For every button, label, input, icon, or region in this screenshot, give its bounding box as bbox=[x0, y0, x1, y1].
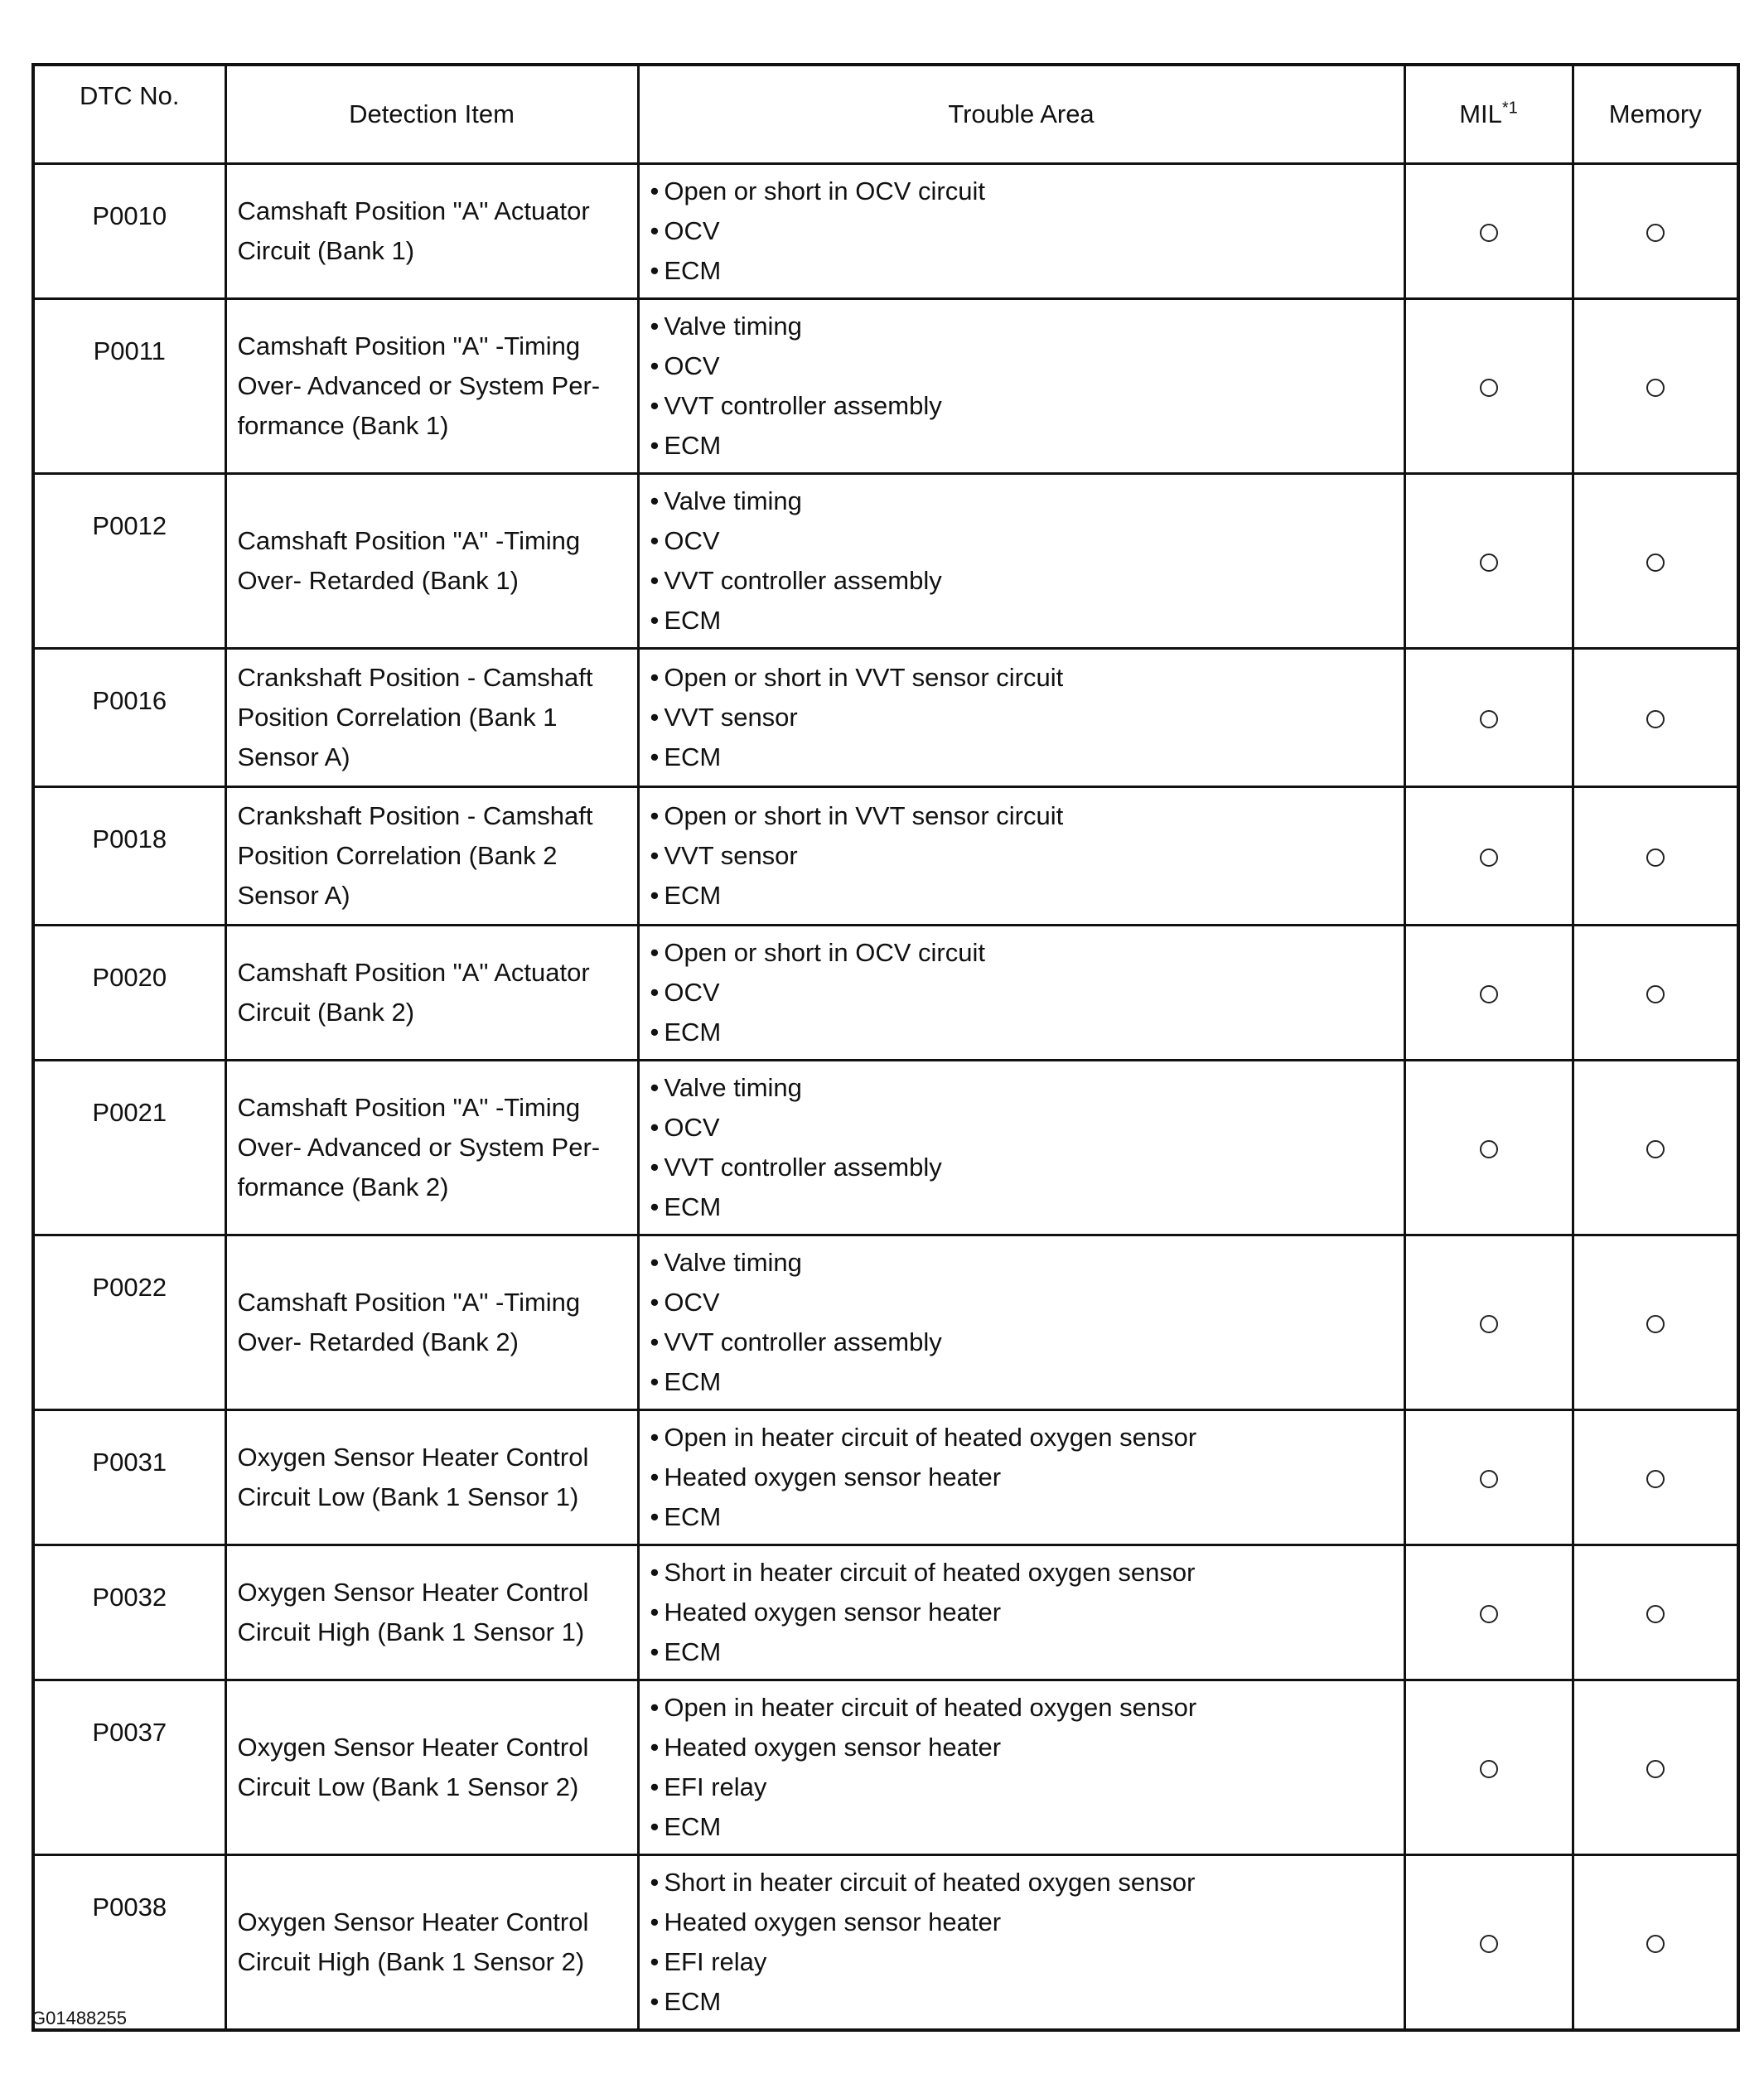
trouble-area-item: • Open or short in VVT sensor circuit bbox=[650, 658, 1397, 698]
table-body bbox=[33, 164, 1738, 2031]
trouble-area-cell bbox=[638, 164, 1404, 299]
circle-mark-icon bbox=[1480, 710, 1498, 728]
trouble-area-item: • Heated oxygen sensor heater bbox=[650, 1458, 1397, 1497]
circle-mark-icon bbox=[1480, 224, 1498, 242]
mil-cell bbox=[1404, 787, 1573, 926]
trouble-area-item: • Heated oxygen sensor heater bbox=[650, 1593, 1397, 1632]
dtc-table bbox=[31, 63, 1740, 2032]
circle-mark-icon bbox=[1480, 985, 1498, 1003]
header-dtc-no: DTC No. bbox=[33, 65, 225, 164]
detection-item-line: Circuit Low (Bank 1 Sensor 1) bbox=[237, 1482, 579, 1511]
circle-mark-icon bbox=[1646, 1760, 1665, 1778]
trouble-area-cell bbox=[638, 1235, 1404, 1410]
trouble-area-list bbox=[650, 933, 1397, 1052]
detection-item-line: Circuit High (Bank 1 Sensor 2) bbox=[237, 1947, 585, 1976]
circle-mark-icon bbox=[1646, 1605, 1665, 1623]
dtc-code: P0032 bbox=[92, 1583, 167, 1612]
trouble-area-item: • ECM bbox=[650, 737, 1397, 777]
detection-item-line: Over- Retarded (Bank 1) bbox=[237, 566, 519, 595]
memory-cell bbox=[1573, 1061, 1738, 1235]
header-mil-label: MIL bbox=[1459, 99, 1502, 128]
trouble-area-cell bbox=[638, 926, 1404, 1061]
detection-item-cell bbox=[225, 1061, 638, 1235]
dtc-code: P0022 bbox=[92, 1273, 167, 1302]
trouble-area-list bbox=[650, 658, 1397, 777]
trouble-area-item: • ECM bbox=[650, 1807, 1397, 1847]
dtc-cell bbox=[33, 926, 225, 1061]
dtc-cell bbox=[33, 164, 225, 299]
trouble-area-item: • ECM bbox=[650, 876, 1397, 916]
header-detection-item: Detection Item bbox=[225, 65, 638, 164]
circle-mark-icon bbox=[1646, 554, 1665, 572]
trouble-area-item: • Open or short in VVT sensor circuit bbox=[650, 796, 1397, 836]
trouble-area-item: • Short in heater circuit of heated oxygen sensor bbox=[650, 1863, 1397, 1902]
trouble-area-item: • VVT controller assembly bbox=[650, 561, 1397, 601]
trouble-area-item: • OCV bbox=[650, 1283, 1397, 1322]
trouble-area-item: • EFI relay bbox=[650, 1942, 1397, 1982]
memory-cell bbox=[1573, 1235, 1738, 1410]
trouble-area-cell bbox=[638, 1680, 1404, 1855]
trouble-area-item: • Open or short in OCV circuit bbox=[650, 933, 1397, 973]
header-trouble-area: Trouble Area bbox=[638, 65, 1404, 164]
detection-item-line: Oxygen Sensor Heater Control bbox=[237, 1578, 589, 1607]
table-header bbox=[33, 65, 1738, 164]
trouble-area-list bbox=[650, 172, 1397, 291]
circle-mark-icon bbox=[1646, 710, 1665, 728]
mil-cell bbox=[1404, 1061, 1573, 1235]
detection-item-cell bbox=[225, 1235, 638, 1410]
dtc-code: P0038 bbox=[92, 1893, 167, 1922]
trouble-area-cell bbox=[638, 1061, 1404, 1235]
trouble-area-list bbox=[650, 1688, 1397, 1847]
detection-item-line: Over- Retarded (Bank 2) bbox=[237, 1327, 519, 1356]
header-mil bbox=[1404, 65, 1573, 164]
mil-cell bbox=[1404, 1855, 1573, 2031]
detection-item-cell bbox=[225, 474, 638, 649]
detection-item-line: Oxygen Sensor Heater Control bbox=[237, 1907, 589, 1936]
table-row bbox=[33, 1680, 1738, 1855]
mil-cell bbox=[1404, 474, 1573, 649]
trouble-area-item: • Open or short in OCV circuit bbox=[650, 172, 1397, 211]
dtc-code: P0016 bbox=[92, 686, 167, 715]
circle-mark-icon bbox=[1480, 1935, 1498, 1953]
trouble-area-item: • VVT sensor bbox=[650, 698, 1397, 737]
trouble-area-item: • OCV bbox=[650, 973, 1397, 1013]
table-row bbox=[33, 649, 1738, 787]
table-row bbox=[33, 1061, 1738, 1235]
memory-cell bbox=[1573, 299, 1738, 474]
trouble-area-item: • OCV bbox=[650, 211, 1397, 251]
detection-item-cell bbox=[225, 1545, 638, 1680]
trouble-area-list bbox=[650, 1068, 1397, 1227]
circle-mark-icon bbox=[1480, 848, 1498, 867]
dtc-code: P0021 bbox=[92, 1098, 167, 1127]
memory-cell bbox=[1573, 1410, 1738, 1545]
trouble-area-cell bbox=[638, 649, 1404, 787]
detection-item-line: formance (Bank 1) bbox=[237, 411, 449, 440]
trouble-area-item: • Open in heater circuit of heated oxygen sensor bbox=[650, 1418, 1397, 1458]
table-row bbox=[33, 787, 1738, 926]
trouble-area-list bbox=[650, 481, 1397, 641]
trouble-area-item: • VVT controller assembly bbox=[650, 1322, 1397, 1362]
detection-item-line: Circuit Low (Bank 1 Sensor 2) bbox=[237, 1772, 579, 1801]
mil-cell bbox=[1404, 1680, 1573, 1855]
memory-cell bbox=[1573, 649, 1738, 787]
dtc-code: P0010 bbox=[92, 201, 167, 230]
trouble-area-item: • Heated oxygen sensor heater bbox=[650, 1902, 1397, 1942]
detection-item-line: Camshaft Position "A" -Timing bbox=[237, 1288, 581, 1317]
detection-item-line: Crankshaft Position - Camshaft bbox=[237, 801, 593, 830]
trouble-area-item: • OCV bbox=[650, 1108, 1397, 1148]
circle-mark-icon bbox=[1646, 379, 1665, 397]
mil-cell bbox=[1404, 299, 1573, 474]
trouble-area-cell bbox=[638, 1855, 1404, 2031]
circle-mark-icon bbox=[1480, 1760, 1498, 1778]
dtc-code: P0011 bbox=[93, 336, 166, 365]
circle-mark-icon bbox=[1646, 1470, 1665, 1488]
mil-cell bbox=[1404, 649, 1573, 787]
dtc-cell bbox=[33, 1061, 225, 1235]
figure-id: G01488255 bbox=[31, 2008, 127, 2028]
mil-cell bbox=[1404, 1235, 1573, 1410]
detection-item-line: Sensor A) bbox=[237, 881, 350, 910]
mil-cell bbox=[1404, 1410, 1573, 1545]
table-row bbox=[33, 1235, 1738, 1410]
trouble-area-cell bbox=[638, 1410, 1404, 1545]
trouble-area-item: • Valve timing bbox=[650, 307, 1397, 346]
trouble-area-item: • ECM bbox=[650, 426, 1397, 466]
dtc-cell bbox=[33, 649, 225, 787]
circle-mark-icon bbox=[1480, 1605, 1498, 1623]
detection-item-cell bbox=[225, 1855, 638, 2031]
memory-cell bbox=[1573, 1545, 1738, 1680]
detection-item-line: Circuit (Bank 2) bbox=[237, 998, 415, 1027]
trouble-area-item: • VVT controller assembly bbox=[650, 386, 1397, 426]
detection-item-line: Camshaft Position "A" -Timing bbox=[237, 331, 581, 360]
detection-item-line: Position Correlation (Bank 1 bbox=[237, 703, 558, 732]
dtc-code: P0018 bbox=[92, 824, 167, 853]
dtc-cell bbox=[33, 1545, 225, 1680]
detection-item-line: Crankshaft Position - Camshaft bbox=[237, 663, 593, 692]
detection-item-line: Camshaft Position "A" -Timing bbox=[237, 526, 581, 555]
dtc-cell bbox=[33, 787, 225, 926]
detection-item-line: formance (Bank 2) bbox=[237, 1172, 449, 1201]
dtc-cell bbox=[33, 474, 225, 649]
detection-item-line: Camshaft Position "A" Actuator bbox=[237, 196, 590, 225]
trouble-area-cell bbox=[638, 299, 1404, 474]
mil-cell bbox=[1404, 164, 1573, 299]
circle-mark-icon bbox=[1480, 1315, 1498, 1333]
circle-mark-icon bbox=[1646, 1140, 1665, 1158]
detection-item-line: Position Correlation (Bank 2 bbox=[237, 841, 558, 870]
detection-item-line: Over- Advanced or System Per- bbox=[237, 371, 601, 400]
trouble-area-item: • VVT sensor bbox=[650, 836, 1397, 876]
trouble-area-item: • Short in heater circuit of heated oxygen sensor bbox=[650, 1553, 1397, 1593]
trouble-area-cell bbox=[638, 1545, 1404, 1680]
trouble-area-list bbox=[650, 1553, 1397, 1672]
circle-mark-icon bbox=[1480, 1140, 1498, 1158]
trouble-area-item: • Valve timing bbox=[650, 481, 1397, 521]
detection-item-cell bbox=[225, 649, 638, 787]
circle-mark-icon bbox=[1646, 224, 1665, 242]
detection-item-line: Camshaft Position "A" -Timing bbox=[237, 1093, 581, 1122]
trouble-area-list bbox=[650, 796, 1397, 916]
circle-mark-icon bbox=[1646, 1935, 1665, 1953]
detection-item-line: Over- Advanced or System Per- bbox=[237, 1133, 601, 1162]
table-row bbox=[33, 926, 1738, 1061]
dtc-cell bbox=[33, 1410, 225, 1545]
trouble-area-cell bbox=[638, 787, 1404, 926]
dtc-code: P0037 bbox=[92, 1718, 167, 1747]
table-row bbox=[33, 1545, 1738, 1680]
header-row bbox=[33, 65, 1738, 164]
mil-cell bbox=[1404, 926, 1573, 1061]
trouble-area-item: • ECM bbox=[650, 1362, 1397, 1402]
table-row bbox=[33, 474, 1738, 649]
detection-item-cell bbox=[225, 164, 638, 299]
detection-item-line: Circuit High (Bank 1 Sensor 1) bbox=[237, 1617, 585, 1646]
trouble-area-item: • ECM bbox=[650, 1013, 1397, 1052]
trouble-area-item: • ECM bbox=[650, 1187, 1397, 1227]
detection-item-line: Oxygen Sensor Heater Control bbox=[237, 1443, 589, 1472]
trouble-area-list bbox=[650, 307, 1397, 466]
memory-cell bbox=[1573, 1855, 1738, 2031]
trouble-area-list bbox=[650, 1243, 1397, 1402]
mil-cell bbox=[1404, 1545, 1573, 1680]
trouble-area-item: • ECM bbox=[650, 251, 1397, 291]
trouble-area-item: • ECM bbox=[650, 1497, 1397, 1537]
trouble-area-item: • VVT controller assembly bbox=[650, 1148, 1397, 1187]
detection-item-cell bbox=[225, 1680, 638, 1855]
table-row bbox=[33, 299, 1738, 474]
trouble-area-item: • Valve timing bbox=[650, 1068, 1397, 1108]
dtc-cell bbox=[33, 299, 225, 474]
trouble-area-item: • OCV bbox=[650, 346, 1397, 386]
memory-cell bbox=[1573, 926, 1738, 1061]
detection-item-cell bbox=[225, 299, 638, 474]
dtc-code: P0020 bbox=[92, 963, 167, 992]
trouble-area-item: • Heated oxygen sensor heater bbox=[650, 1728, 1397, 1767]
header-mil-footnote: *1 bbox=[1501, 99, 1518, 118]
detection-item-cell bbox=[225, 926, 638, 1061]
trouble-area-item: • ECM bbox=[650, 1982, 1397, 2022]
detection-item-line: Sensor A) bbox=[237, 742, 350, 771]
detection-item-line: Circuit (Bank 1) bbox=[237, 236, 415, 265]
circle-mark-icon bbox=[1646, 848, 1665, 867]
trouble-area-cell bbox=[638, 474, 1404, 649]
trouble-area-item: • EFI relay bbox=[650, 1767, 1397, 1807]
table-row bbox=[33, 1410, 1738, 1545]
circle-mark-icon bbox=[1646, 985, 1665, 1003]
dtc-code: P0012 bbox=[92, 511, 167, 540]
dtc-cell bbox=[33, 1680, 225, 1855]
circle-mark-icon bbox=[1480, 1470, 1498, 1488]
detection-item-cell bbox=[225, 787, 638, 926]
detection-item-cell bbox=[225, 1410, 638, 1545]
detection-item-line: Camshaft Position "A" Actuator bbox=[237, 958, 590, 987]
trouble-area-list bbox=[650, 1863, 1397, 2022]
trouble-area-item: • ECM bbox=[650, 1632, 1397, 1672]
trouble-area-item: • Open in heater circuit of heated oxygen sensor bbox=[650, 1688, 1397, 1728]
trouble-area-item: • OCV bbox=[650, 521, 1397, 561]
dtc-cell bbox=[33, 1235, 225, 1410]
table-row bbox=[33, 1855, 1738, 2031]
circle-mark-icon bbox=[1480, 554, 1498, 572]
memory-cell bbox=[1573, 1680, 1738, 1855]
detection-item-line: Oxygen Sensor Heater Control bbox=[237, 1733, 589, 1762]
circle-mark-icon bbox=[1480, 379, 1498, 397]
memory-cell bbox=[1573, 787, 1738, 926]
circle-mark-icon bbox=[1646, 1315, 1665, 1333]
memory-cell bbox=[1573, 164, 1738, 299]
memory-cell bbox=[1573, 474, 1738, 649]
header-memory: Memory bbox=[1573, 65, 1738, 164]
dtc-code: P0031 bbox=[92, 1448, 167, 1477]
table-row bbox=[33, 164, 1738, 299]
dtc-cell bbox=[33, 1855, 225, 2031]
trouble-area-item: • Valve timing bbox=[650, 1243, 1397, 1283]
trouble-area-item: • ECM bbox=[650, 601, 1397, 641]
trouble-area-list bbox=[650, 1418, 1397, 1537]
